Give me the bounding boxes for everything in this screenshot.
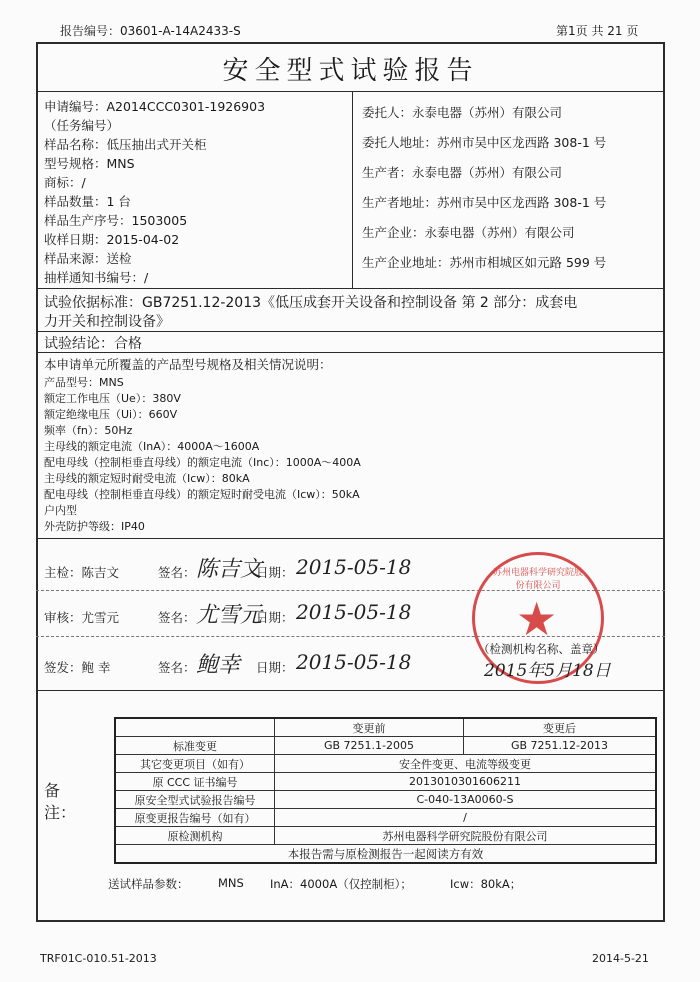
test-standard-line2: 力开关和控制设备》 (44, 314, 170, 330)
table-cell: 安全件变更、电流等级变更 (275, 755, 657, 773)
change-table (114, 717, 657, 864)
page-indicator: 第1页 共 21 页 (556, 24, 639, 38)
table-footer: 本报告需与原检测报告一起阅读方有效 (115, 845, 656, 864)
sample-source: 样品来源：送检 (44, 251, 132, 266)
table-cell (115, 718, 275, 737)
sampling-notice: 抽样通知书编号：/ (44, 270, 149, 285)
form-number: TRF01C-010.51-2013 (40, 952, 157, 965)
task-no-label: （任务编号） (44, 118, 120, 133)
receive-date: 收样日期：2015-04-02 (44, 232, 180, 247)
table-cell: 原检测机构 (115, 827, 275, 845)
table-header: 变更前 (275, 718, 464, 737)
seal-org-text: 苏州电器科学研究院股份有限公司 (492, 568, 583, 591)
approver-sign-label: 签名： (158, 660, 196, 675)
table-cell: 原安全型式试验报告编号 (115, 791, 275, 809)
sample-params-model: MNS (218, 876, 244, 890)
table-header: 变更后 (464, 718, 657, 737)
table-cell: GB 7251.12-2013 (464, 737, 657, 755)
table-row (115, 737, 656, 755)
sample-qty: 样品数量：1 台 (44, 194, 131, 209)
manufacturer: 生产者：永泰电器（苏州）有限公司 (362, 165, 563, 180)
table-row (115, 827, 656, 845)
table-cell: C-040-13A0060-S (275, 791, 657, 809)
form-date: 2014-5-21 (592, 952, 649, 965)
inspector-signature: 陈吉文 (196, 557, 263, 582)
client-address: 委托人地址：苏州市吴中区龙西路 308-1 号 (362, 135, 607, 150)
trademark: 商标：/ (44, 175, 86, 190)
sample-params-icw: Icw：80kA； (450, 877, 522, 891)
model-spec: 型号规格：MNS (44, 156, 135, 171)
reviewer-sign-label: 签名： (158, 610, 196, 625)
test-conclusion: 试验结论：合格 (44, 336, 142, 352)
desc-ina: 主母线的额定电流（InA）：4000A～1600A (44, 440, 260, 453)
table-cell: 标准变更 (115, 737, 275, 755)
manufacturer-address: 生产者地址：苏州市吴中区龙西路 308-1 号 (362, 195, 607, 210)
table-row (115, 791, 656, 809)
divider (36, 352, 665, 353)
desc-ip: 外壳防护等级：IP40 (44, 520, 145, 533)
factory-address: 生产企业地址：苏州市相城区如元路 599 号 (362, 255, 607, 270)
remarks-label: 备注： (44, 781, 77, 822)
table-row (115, 845, 656, 864)
table-row (115, 718, 656, 737)
table-cell: 2013010301606211 (275, 773, 657, 791)
table-cell: GB 7251.1-2005 (275, 737, 464, 755)
divider (36, 91, 665, 92)
divider (36, 538, 665, 539)
divider (36, 288, 665, 289)
table-cell: / (275, 809, 657, 827)
table-cell: 苏州电器科学研究院股份有限公司 (275, 827, 657, 845)
seal-label: （检测机构名称、盖章） (478, 642, 605, 656)
desc-ui: 额定绝缘电压（Ui）：660V (44, 408, 178, 421)
test-standard-line1: 试验依据标准：GB7251.12-2013《低压成套开关设备和控制设备 第 2 部分：成套电 (44, 295, 578, 311)
desc-icw-main: 主母线的额定短时耐受电流（Icw）：80kA (44, 472, 250, 485)
inspector-role: 主检：陈吉文 (44, 565, 120, 580)
reviewer-date-label: 日期： (256, 610, 294, 625)
desc-ue: 额定工作电压（Ue）：380V (44, 392, 181, 405)
reviewer-date: 2015-05-18 (296, 600, 412, 624)
sample-params-label: 送试样品参数： (108, 877, 189, 891)
desc-fn: 频率（fn）：50Hz (44, 424, 133, 437)
serial-no: 样品生产序号：1503005 (44, 213, 188, 228)
table-row (115, 755, 656, 773)
client: 委托人：永泰电器（苏州）有限公司 (362, 105, 563, 120)
seal-star-icon: ★ (516, 592, 558, 646)
approver-signature: 鲍幸 (196, 653, 241, 678)
table-cell: 其它变更项目（如有） (115, 755, 275, 773)
table-cell: 原变更报告编号（如有） (115, 809, 275, 827)
reviewer-role: 审核：尤雪元 (44, 610, 120, 625)
inspector-date-label: 日期： (256, 565, 294, 580)
table-cell: 原 CCC 证书编号 (115, 773, 275, 791)
reviewer-signature: 尤雪元 (196, 603, 263, 628)
table-row (115, 809, 656, 827)
report-number: 报告编号：03601-A-14A2433-S (60, 24, 241, 38)
sample-params-ina: InA：4000A（仅控制柜）； (270, 877, 412, 891)
approver-date-label: 日期： (256, 660, 294, 675)
application-no: 申请编号：A2014CCC0301-1926903 (44, 99, 266, 114)
seal-date: 2015年5月18日 (484, 661, 611, 681)
factory: 生产企业：永泰电器（苏州）有限公司 (362, 225, 575, 240)
desc-model: 产品型号：MNS (44, 376, 124, 389)
inspector-sign-label: 签名： (158, 565, 196, 580)
coverage-heading: 本申请单元所覆盖的产品型号规格及相关情况说明： (44, 357, 332, 372)
divider (36, 331, 665, 332)
inspector-date: 2015-05-18 (296, 555, 412, 579)
desc-indoor: 户内型 (44, 504, 77, 517)
desc-icw-dist: 配电母线（控制柜垂直母线）的额定短时耐受电流（Icw）：50kA (44, 488, 360, 501)
approver-role: 签发：鲍 幸 (44, 660, 111, 675)
report-title: 安全型式试验报告 (222, 56, 479, 86)
desc-inc: 配电母线（控制柜垂直母线）的额定电流（Inc）：1000A～400A (44, 456, 361, 469)
column-divider (352, 92, 353, 288)
sample-name: 样品名称：低压抽出式开关柜 (44, 137, 207, 152)
divider (36, 690, 665, 691)
table-row (115, 773, 656, 791)
approver-date: 2015-05-18 (296, 650, 412, 674)
